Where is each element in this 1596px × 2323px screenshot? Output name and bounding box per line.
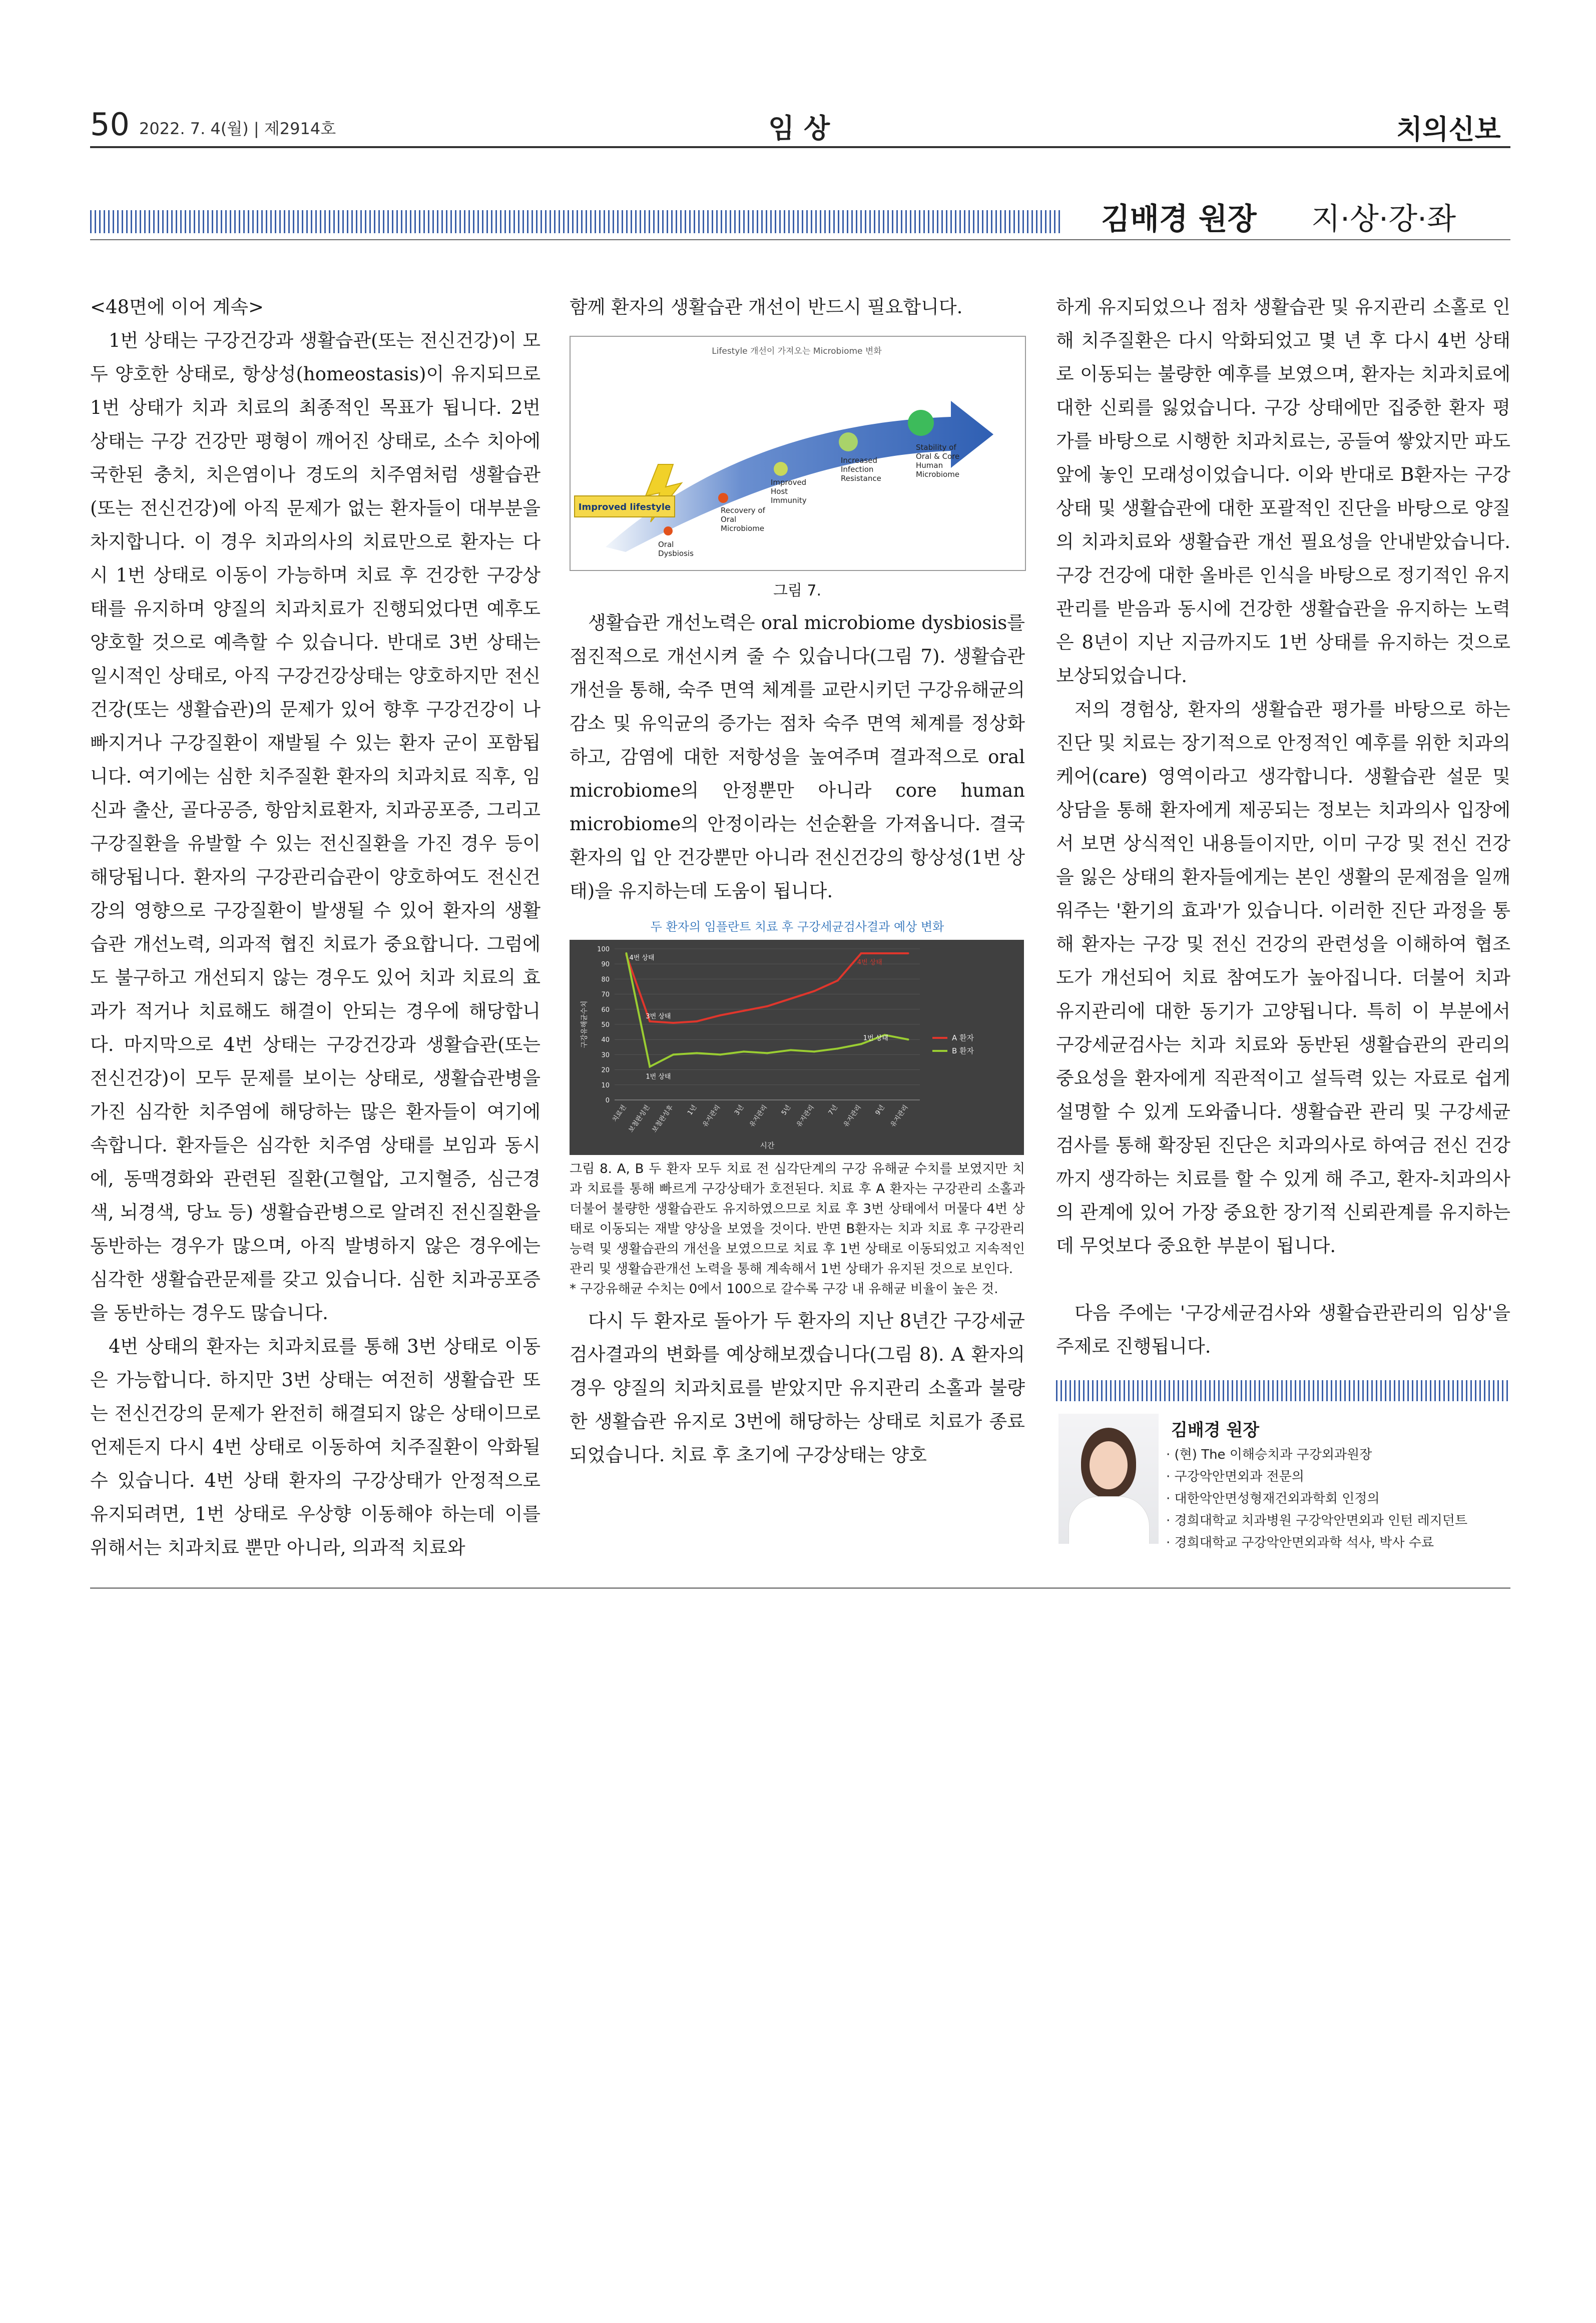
stage-label: Host (771, 487, 788, 496)
y-tick-label: 100 (597, 946, 610, 953)
state-annotation: 4번 상태 (857, 959, 882, 967)
y-axis-label: 구강유해균수치 (581, 1000, 589, 1048)
stage-label: Oral & Core (916, 452, 960, 461)
page-number: 50 (90, 106, 130, 143)
bio-name: 김배경 원장 (1171, 1420, 1260, 1440)
y-tick-label: 30 (601, 1051, 610, 1059)
header-rule (90, 146, 1510, 148)
stage-dot (839, 432, 858, 451)
data-point (719, 1053, 721, 1055)
figure-8-caption: 그림 8. A, B 두 환자 모두 치료 전 심각단계의 구강 유해균 수치를 보였지만 치과 치료를 통해 빠르게 구강상태가 호전된다. 치료 후 A 환자는 구강관리 소홀과 더불어 불량한 생활습관도 유지하였으므로 치료 후 3번 상태에서 머물다 4번 상태로 이동되는 재발 양상을 보였을 것이다. 반면 B환자는 치과 치료 후 구강관리 능력 및 생활습관의 개선을 보였으므로 치료 후 1번 상태로 이동되었고 지속적인 관리 및 생활습관개선 노력을 통해 계속해서 1번 상태가 유지된 것으로 보인다. (570, 1162, 1025, 1277)
data-point (907, 952, 909, 954)
stage-label: Oral (721, 515, 737, 524)
column-series: 지·상·강·좌 (1311, 202, 1456, 237)
figure-7-caption: 그림 7. (773, 582, 822, 600)
data-point (719, 1014, 721, 1016)
x-tick-label: 5년 (780, 1103, 793, 1117)
data-point (625, 952, 627, 954)
paragraph: 저의 경험상, 환자의 생활습관 평가를 바탕으로 하는 진단 및 치료는 장기적으로 안정적인 예후를 위한 치과의 케어(care) 영역이라고 생각합니다. 생활습관 설문 및 상담을 통해 환자에게 제공되는 정보는 치과의사 입장에서 보면 상식적인 내용들이지만, 이미 구강 및 전신 건강을 잃은 상태의 환자들에게는 본인 생활의 문제점을 일깨워주는 '환기의 효과'가 있습니다. 이러한 진단 과정을 통해 환자는 구강 및 전신 건강의 관련성을 이해하여 협조도가 개선되어 치료 참여도가 높아집니다. 더불어 치과 유지관리에 대한 동기가 고양됩니다. 특히 이 부분에서 구강세균검사는 치과 치료와 동반된 생활습관의 관리의 중요성을 환자에게 직관적이고 설득력 있는 자료로 쉽게 설명할 수 있게 도와줍니다. 생활습관 관리 및 구강세균검사를 통해 확장된 진단은 치과의사로 하여금 전신 건강까지 생각하는 치료를 할 수 있게 해 주고, 환자-치과의사의 관계에 있어 가장 중요한 장기적 신뢰관계를 유지하는데 무엇보다 중요한 부분이 됩니다. (1056, 699, 1510, 1257)
bio-item: · (현) The 이해승치과 구강외과원장 (1166, 1447, 1372, 1462)
bio-item: · 대한악안면성형재건외과학회 인정의 (1166, 1491, 1380, 1506)
x-tick-label: 9년 (874, 1103, 886, 1117)
x-tick-label: 3년 (733, 1103, 746, 1117)
y-tick-label: 0 (605, 1097, 610, 1104)
data-point (907, 1038, 909, 1040)
figure-7 (570, 336, 1026, 571)
stage-label: Recovery of (721, 506, 765, 515)
column-author: 김배경 원장 (1101, 202, 1257, 237)
data-point (860, 952, 862, 954)
paragraph: 4번 상태의 환자는 치과치료를 통해 3번 상태로 이동은 가능합니다. 하지만 3번 상태는 여전히 생활습관 또는 전신건강의 문제가 완전히 해결되지 않은 상태이므로 언제든지 다시 4번 상태로 이동하여 치주질환이 악화될 수 있습니다. 4번 상태 환자의 구강상태가 안정적으로 유지되려면, 1번 상태로 우상향 이동해야 하는데 이를 위해서는 치과치료 뿐만 아니라, 의과적 치료와 (90, 1336, 541, 1558)
stage-label: Infection (841, 465, 874, 474)
y-tick-label: 90 (601, 961, 610, 969)
data-point (813, 1050, 815, 1052)
bio-list (1166, 1444, 1467, 1554)
footer-rule (90, 1587, 1510, 1589)
article-column-2 (570, 290, 1025, 1472)
y-tick-label: 50 (601, 1021, 610, 1029)
stage-label: Dysbiosis (658, 549, 694, 558)
paragraph: 하게 유지되었으나 점차 생활습관 및 유지관리 소홀로 인해 치주질환은 다시 악화되었고 몇 년 후 다시 4번 상태로 이동되는 불량한 예후를 보였으며, 환자는 치과치료에 대한 신뢰를 잃었습니다. 구강 상태에만 집중한 환자 평가를 바탕으로 시행한 치과치료는, 공들여 쌓았지만 파도 앞에 놓인 모래성이었습니다. 이와 반대로 B환자는 구강상태 및 생활습관에 대한 포괄적인 진단을 바탕으로 양질의 치과치료와 생활습관 개선 필요성을 안내받았습니다. 구강 건강에 대한 올바른 인식을 바탕으로 정기적인 유지관리를 받음과 동시에 건강한 생활습관을 유지하는 노력은 8년이 지난 지금까지도 1번 상태를 유지하는 것으로 보상되었습니다. (1056, 296, 1510, 687)
bio-stripe (1056, 1380, 1510, 1401)
section-title: 임 상 (768, 113, 830, 144)
paragraph: 함께 환자의 생활습관 개선이 반드시 필요합니다. (570, 296, 963, 318)
author-photo (1058, 1414, 1159, 1544)
data-point (790, 998, 792, 1000)
data-point (672, 1022, 674, 1024)
x-tick-label: 유지관리 (701, 1103, 722, 1129)
bio-item: · 구강악안면외과 전문의 (1166, 1469, 1304, 1484)
x-tick-label: 유지관리 (842, 1103, 863, 1129)
x-tick-label: 보철완성후 (651, 1103, 675, 1134)
data-point (813, 990, 815, 992)
stage-dot (774, 462, 788, 476)
stage-label: Increased (841, 456, 878, 465)
data-point (884, 952, 886, 954)
y-tick-label: 70 (601, 991, 610, 999)
stage-label: Human (916, 461, 943, 470)
state-annotation: 3번 상태 (646, 1012, 671, 1020)
next-week-notice: 다음 주에는 '구강세균검사와 생활습관관리의 임상'을 주제로 진행됩니다. (1056, 1302, 1510, 1357)
microbiome-diagram (571, 337, 1023, 568)
paragraph: 다시 두 환자로 돌아가 두 환자의 지난 8년간 구강세균검사결과의 변화를 예상해보겠습니다(그림 8). A 환자의 경우 양질의 치과치료를 받았지만 유지관리 소홀과 불량한 생활습관 유지로 3번에 해당하는 상태로 치료가 종료되었습니다. 치료 후 초기에 구강상태는 양호 (570, 1310, 1025, 1466)
data-point (696, 1052, 698, 1054)
data-point (696, 1020, 698, 1022)
data-point (743, 1010, 745, 1012)
banner-rule (90, 239, 1510, 240)
x-tick-label: 유지관리 (795, 1103, 816, 1129)
article-column-1 (90, 290, 541, 1564)
data-point (649, 1020, 651, 1022)
state-annotation: 1번 상태 (646, 1073, 671, 1081)
x-tick-label: 보철완성전 (627, 1103, 652, 1134)
issue-date: 2022. 7. 4(월) | 제2914호 (139, 119, 336, 138)
improved-lifestyle-label: Improved lifestyle (578, 502, 671, 512)
y-tick-label: 20 (601, 1066, 610, 1074)
figure-7-title: Lifestyle 개선이 가져오는 Microbiome 변화 (712, 346, 882, 356)
article-column-3 (1056, 290, 1510, 1363)
stage-label: Stability of (916, 443, 956, 452)
x-tick-label: 치료전 (611, 1103, 628, 1124)
data-point (837, 1047, 839, 1049)
legend-label: B 환자 (952, 1046, 974, 1055)
stage-label: Improved (771, 478, 807, 487)
data-point (766, 1005, 768, 1007)
figure-8-note: * 구강유해균 수치는 0에서 100으로 갈수록 구강 내 유해균 비율이 높은 것. (570, 1282, 998, 1297)
x-tick-label: 1년 (686, 1103, 699, 1117)
x-tick-label: 유지관리 (889, 1103, 910, 1129)
stage-label: Oral (658, 540, 674, 549)
y-tick-label: 60 (601, 1006, 610, 1014)
bio-item: · 경희대학교 치과병원 구강악안면외과 인턴 레지던트 (1166, 1513, 1468, 1528)
y-tick-label: 80 (601, 976, 610, 984)
data-point (649, 1066, 651, 1068)
x-tick-label: 유지관리 (748, 1103, 769, 1129)
stage-label: Immunity (771, 496, 807, 505)
data-point (790, 1049, 792, 1051)
data-point (837, 979, 839, 981)
state-annotation: 4번 상태 (629, 954, 655, 962)
data-point (743, 1050, 745, 1052)
line-chart (570, 940, 1024, 1155)
x-tick-label: 7년 (827, 1103, 840, 1117)
y-tick-label: 10 (601, 1081, 610, 1089)
stage-dot (908, 410, 934, 436)
stage-label: Resistance (841, 474, 881, 483)
paragraph: 1번 상태는 구강건강과 생활습관(또는 전신건강)이 모두 양호한 상태로, 항상성(homeostasis)이 유지되므로 1번 상태가 치과 치료의 최종적인 목표가 됩니다. 2번 상태는 구강 건강만 평형이 깨어진 상태로, 소수 치아에 국한된 충치, 치은염이나 경도의 치주염처럼 생활습관(또는 전신건강)에 아직 문제가 없는 환자들이 대부분을 차지합니다. 이 경우 치과의사의 치료만으로 환자는 다시 1번 상태로 이동이 가능하며 치료 후 건강한 구강상태를 유지하며 양질의 치과치료가 진행되었다면 예후도 양호할 것으로 예측할 수 있습니다. 반대로 3번 상태는 일시적인 상태로, 아직 구강건강상태는 양호하지만 전신건강(또는 생활습관)의 문제가 있어 향후 구강건강이 나빠지거나 구강질환이 재발될 수 있는 환자 군이 포함됩니다. 여기에는 심한 치주질환 환자의 치과치료 직후, 임신과 출산, 골다공증, 항암치료환자, 치과공포증, 그리고 구강질환을 유발할 수 있는 전신질환을 가진 경우 등이 해당됩니다. 환자의 구강관리습관이 양호하여도 전신건강의 영향으로 구강질환이 발생될 수 있어 환자의 생활습관 개선노력, 의과적 협진 치료가 중요합니다. 그럼에도 불구하고 개선되지 않는 경우도 있어 치과 치료의 효과가 적거나 치료해도 해결이 안되는 경우에 해당합니다. 마지막으로 4번 상태는 구강건강과 생활습관(또는 전신건강)이 모두 문제를 보이는 상태로, 생활습관병을 가진 심각한 치주염에 해당하는 많은 환자들이 여기에 속합니다. 환자들은 심각한 치주염 상태를 보임과 동시에, 동맥경화와 관련된 질환(고혈압, 고지혈증, 심근경색, 뇌경색, 당뇨 등) 생활습관병으로 알려진 전신질환을 동반하는 경우가 많으며, 아직 발병하지 않은 경우에는 심각한 생활습관문제를 갖고 있습니다. 심한 치과공포증을 동반하는 경우도 많습니다. (90, 330, 541, 1324)
legend-label: A 환자 (952, 1033, 974, 1042)
figure-8 (570, 940, 1024, 1155)
data-point (766, 1052, 768, 1054)
chart-title: 두 환자의 임플란트 치료 후 구강세균검사결과 예상 변화 (650, 920, 944, 934)
publication-logo: 치의신보 (1396, 114, 1501, 145)
stage-label: Microbiome (721, 524, 765, 533)
stage-label: Microbiome (916, 470, 960, 479)
state-annotation: 1번 상태 (863, 1034, 888, 1042)
bio-item: · 경희대학교 구강악안면외과학 석사, 박사 수료 (1166, 1535, 1434, 1550)
data-point (672, 1053, 674, 1055)
stage-dot (664, 526, 673, 535)
x-axis-label: 시간 (760, 1141, 775, 1150)
data-point (860, 1043, 862, 1045)
paragraph: 생활습관 개선노력은 oral microbiome dysbiosis를 점진적으로 개선시켜 줄 수 있습니다(그림 7). 생활습관 개선을 통해, 숙주 면역 체계를 교란시키던 구강유해균의 감소 및 유익균의 증가는 점차 숙주 면역 체계를 정상화하고, 감염에 대한 저항성을 높여주며 결과적으로 oral microbiome의 안정뿐만 아니라 core human microbiome의 안정이라는 선순환을 가져옵니다. 결국 환자의 입 안 건강뿐만 아니라 전신건강의 항상성(1번 상태)을 유지하는데 도움이 됩니다. (570, 612, 1025, 902)
continued-note: <48면에 이어 계속> (90, 296, 264, 318)
column-banner-stripe (90, 210, 1061, 233)
stage-dot (718, 493, 728, 503)
y-tick-label: 40 (601, 1036, 610, 1044)
